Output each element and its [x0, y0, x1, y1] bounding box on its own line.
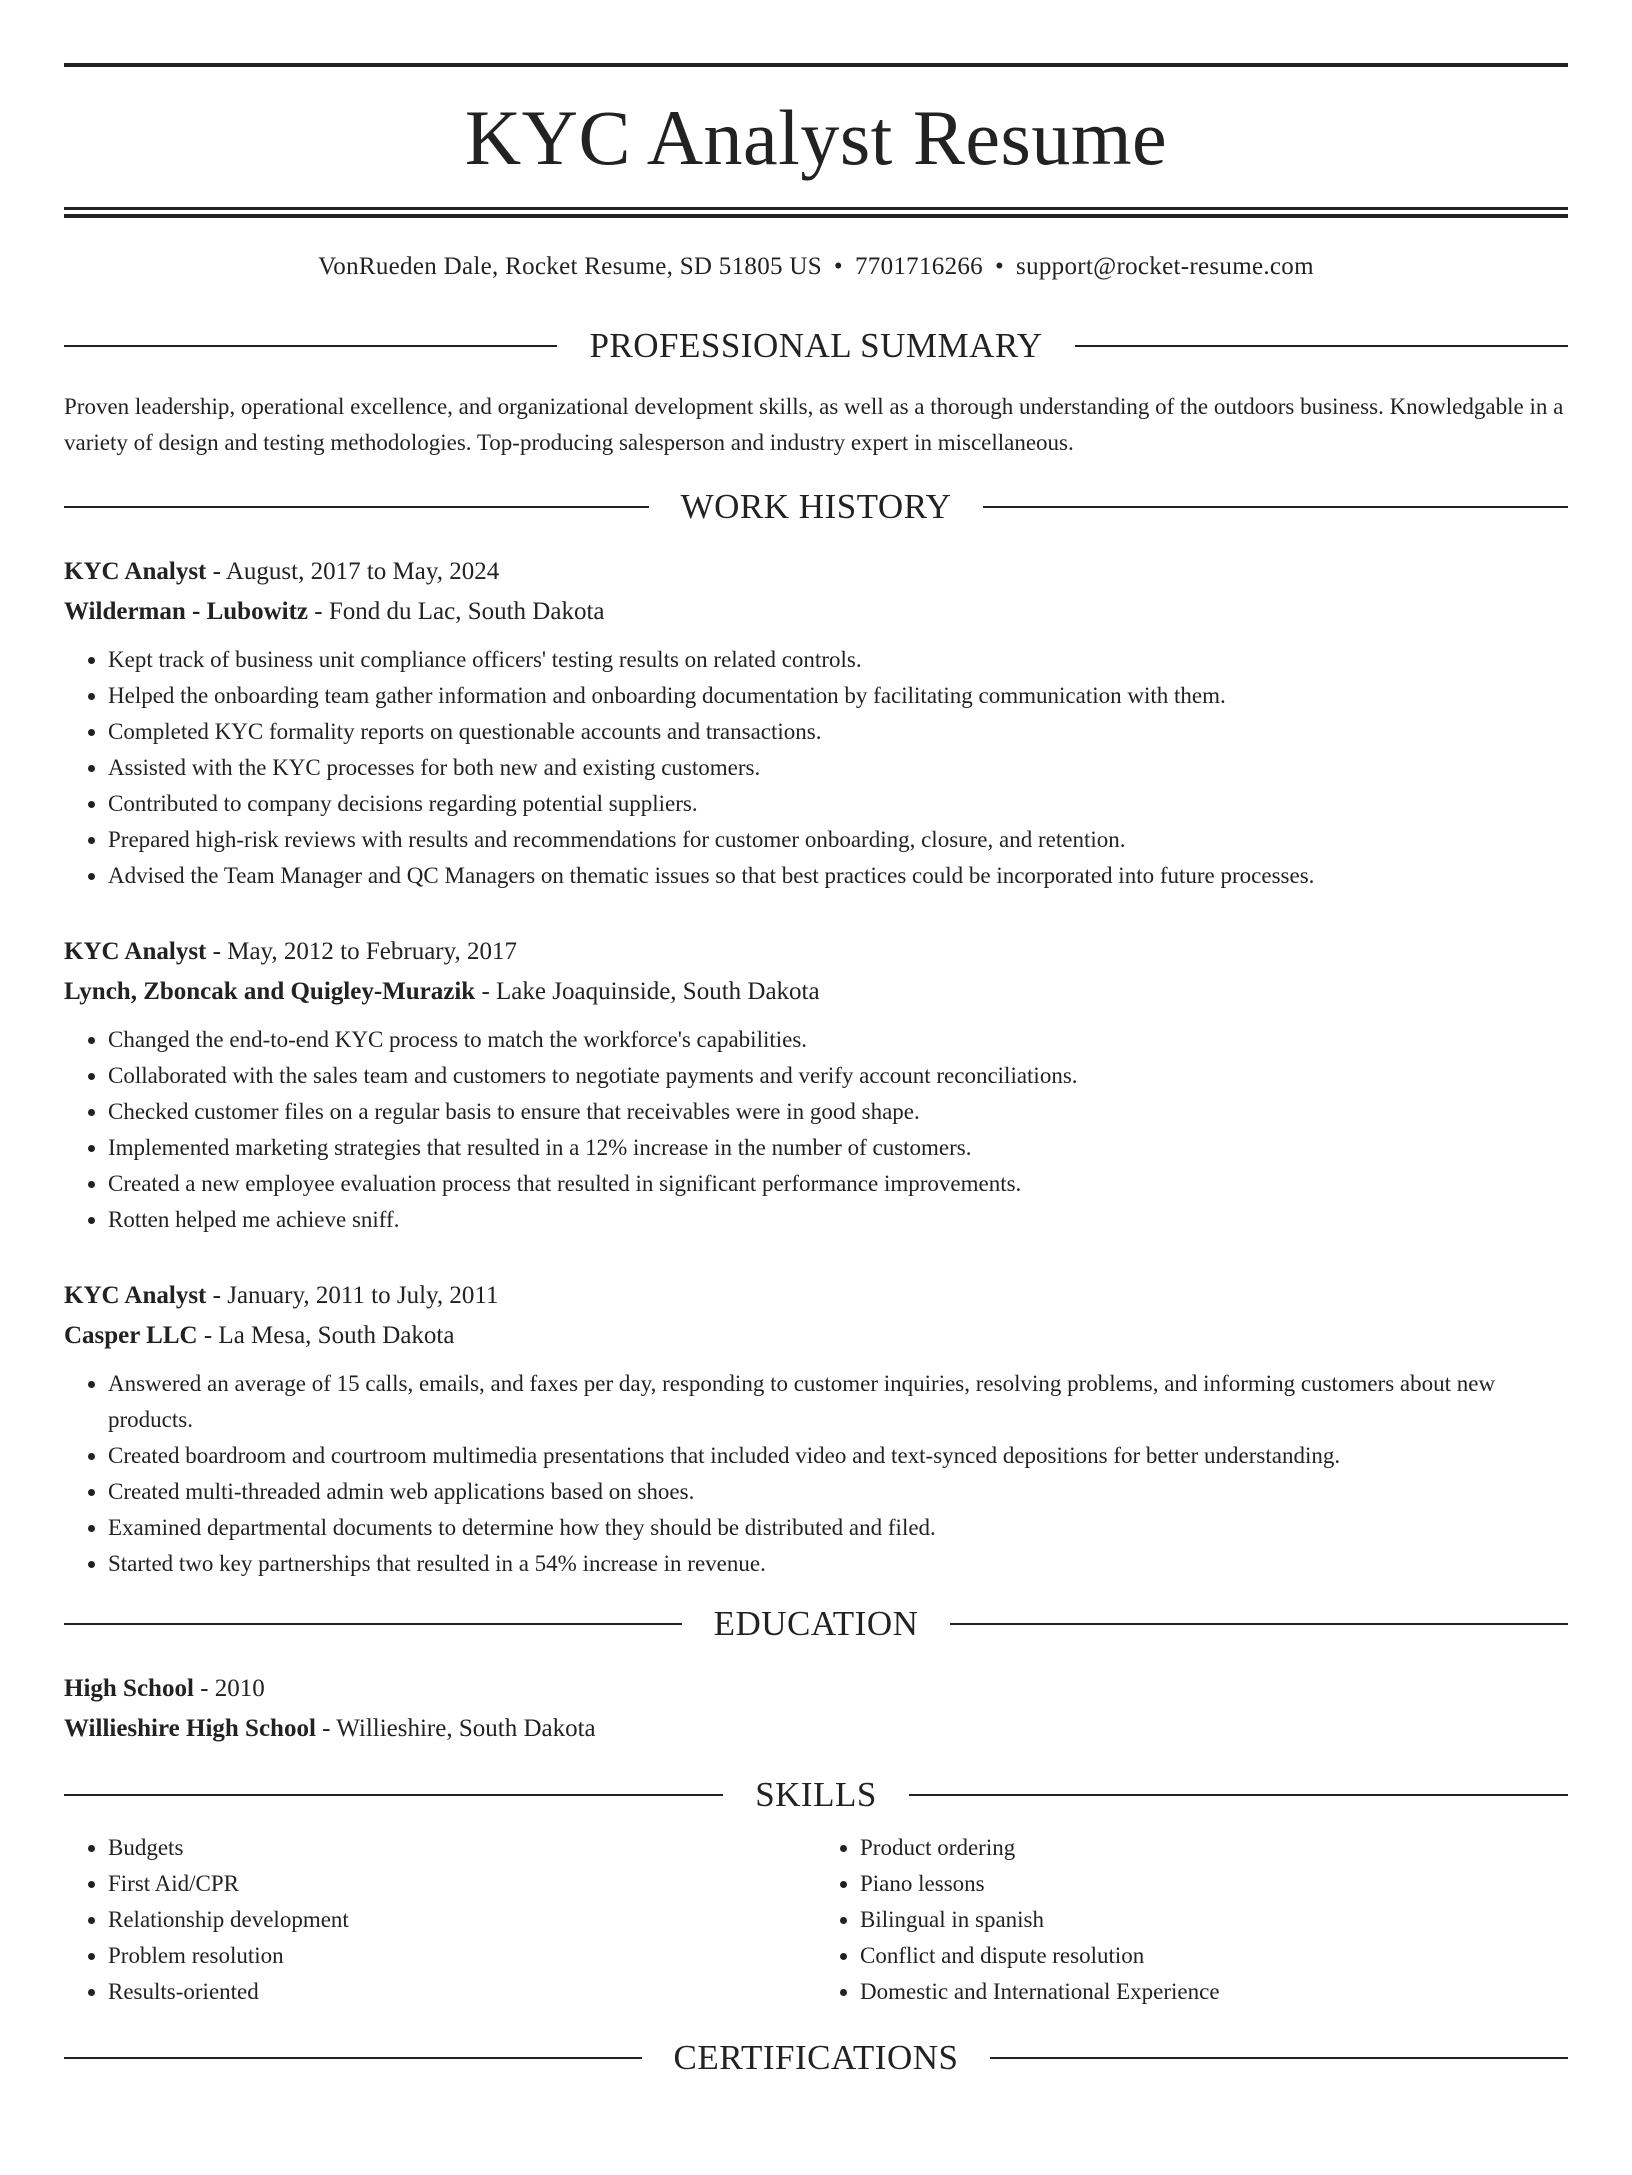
skill-item: • Budgets [108, 1830, 816, 1866]
job-bullet: • Prepared high-risk reviews with results and recommendations for customer onboarding, closure, and retention. [108, 822, 1568, 858]
contact-phone: 7701716266 [854, 253, 983, 280]
job-location: - Fond du Lac, South Dakota [308, 598, 605, 625]
job-entry [64, 1276, 1568, 1582]
heading-rule-left [64, 2057, 642, 2059]
job-bullet: • Created a new employee evaluation process that resulted in significant performance improvements. [108, 1166, 1568, 1202]
job-dates: - May, 2012 to February, 2017 [206, 938, 517, 965]
education-degree-line [64, 1669, 1568, 1709]
skill-item: • Relationship development [108, 1902, 816, 1938]
education-school: Willieshire High School [64, 1715, 316, 1742]
contact-separator: • [833, 253, 843, 280]
job-company: Lynch, Zboncak and Quigley-Murazik [64, 978, 476, 1005]
education-degree: High School [64, 1675, 194, 1702]
skill-item: • Bilingual in spanish [860, 1902, 1568, 1938]
job-bullet: • Started two key partnerships that resulted in a 54% increase in revenue. [108, 1546, 1568, 1582]
job-bullet: • Collaborated with the sales team and customers to negotiate payments and verify account reconciliations. [108, 1058, 1568, 1094]
contact-email: support@rocket-resume.com [1016, 253, 1314, 280]
education-entry [64, 1669, 1568, 1749]
job-bullet: • Contributed to company decisions regarding potential suppliers. [108, 786, 1568, 822]
section-title: CERTIFICATIONS [673, 2038, 959, 2077]
section-heading-skills [64, 1777, 1568, 1812]
job-bullet: • Kept track of business unit compliance officers' testing results on related controls. [108, 642, 1568, 678]
job-entry [64, 552, 1568, 894]
job-bullets [64, 1366, 1568, 1582]
job-location: - La Mesa, South Dakota [197, 1322, 455, 1349]
job-dates: - January, 2011 to July, 2011 [206, 1282, 499, 1309]
contact-separator: • [994, 253, 1005, 280]
section-heading-summary [64, 328, 1568, 363]
skill-item: • Conflict and dispute resolution [860, 1938, 1568, 1974]
skill-item: • Results-oriented [108, 1974, 816, 2010]
contact-line [64, 254, 1568, 279]
job-company-line [64, 1316, 1568, 1356]
heading-rule-left [64, 1794, 723, 1796]
contact-address: VonRueden Dale, Rocket Resume, SD 51805 US [318, 253, 822, 280]
job-bullet: • Answered an average of 15 calls, emails, and faxes per day, responding to customer inquiries, resolving problems, and informing customers about new products. [108, 1366, 1568, 1438]
page-title: KYC Analyst Resume [464, 94, 1168, 181]
job-bullet: • Advised the Team Manager and QC Managers on thematic issues so that best practices could be incorporated into future processes. [108, 858, 1568, 894]
skills-column-right [816, 1830, 1568, 2010]
heading-rule-left [64, 345, 557, 347]
job-bullet: • Examined departmental documents to determine how they should be distributed and filed. [108, 1510, 1568, 1546]
job-title-line [64, 932, 1568, 972]
education-school-line [64, 1709, 1568, 1749]
job-bullet: • Assisted with the KYC processes for both new and existing customers. [108, 750, 1568, 786]
job-bullet: • Changed the end-to-end KYC process to match the workforce's capabilities. [108, 1022, 1568, 1058]
job-title: KYC Analyst [64, 938, 207, 965]
summary-text: Proven leadership, operational excellence, and organizational development skills, as well as a thorough understanding of the outdoors business. Knowledgable in a variety of design and testing methodologies. Top-producing salesperson and industry expert in miscellaneous. [64, 394, 1564, 455]
job-bullet: • Created multi-threaded admin web applications based on shoes. [108, 1474, 1568, 1510]
education-year: - 2010 [193, 1675, 265, 1702]
resume-page [0, 63, 1632, 2175]
skill-item: • Piano lessons [860, 1866, 1568, 1902]
job-title-line [64, 552, 1568, 592]
heading-rule-right [1075, 345, 1568, 347]
section-heading-certifications [64, 2040, 1568, 2075]
job-company-line [64, 592, 1568, 632]
heading-rule-right [983, 506, 1568, 508]
heading-rule-right [990, 2057, 1568, 2059]
section-title: PROFESSIONAL SUMMARY [589, 326, 1043, 365]
heading-rule-right [909, 1794, 1568, 1796]
job-title: KYC Analyst [64, 558, 207, 585]
job-bullets [64, 1022, 1568, 1238]
skills-list [64, 1830, 1568, 2010]
job-company-line [64, 972, 1568, 1012]
heading-rule-right [950, 1623, 1568, 1625]
section-title: SKILLS [755, 1775, 877, 1814]
job-bullet: • Checked customer files on a regular basis to ensure that receivables were in good shape. [108, 1094, 1568, 1130]
job-dates: - August, 2017 to May, 2024 [206, 558, 500, 585]
top-rule [64, 63, 1568, 67]
skill-item: • Product ordering [860, 1830, 1568, 1866]
job-bullets [64, 642, 1568, 894]
job-company: Wilderman - Lubowitz [64, 598, 308, 625]
title-double-rule [64, 207, 1568, 218]
section-title: WORK HISTORY [680, 487, 952, 526]
job-bullet: • Created boardroom and courtroom multimedia presentations that included video and text-synced depositions for better understanding. [108, 1438, 1568, 1474]
skills-column-left [64, 1830, 816, 2010]
section-heading-work [64, 489, 1568, 524]
skill-item: • Problem resolution [108, 1938, 816, 1974]
job-company: Casper LLC [64, 1322, 198, 1349]
section-title: EDUCATION [713, 1604, 919, 1643]
education-location: - Willieshire, South Dakota [315, 1715, 596, 1742]
job-bullet: • Completed KYC formality reports on questionable accounts and transactions. [108, 714, 1568, 750]
job-bullet: • Helped the onboarding team gather information and onboarding documentation by facilitating communication with them. [108, 678, 1568, 714]
skill-item: • Domestic and International Experience [860, 1974, 1568, 2010]
job-entry [64, 932, 1568, 1238]
job-bullet: • Implemented marketing strategies that resulted in a 12% increase in the number of customers. [108, 1130, 1568, 1166]
job-bullet: • Rotten helped me achieve sniff. [108, 1202, 1568, 1238]
skill-item: • First Aid/CPR [108, 1866, 816, 1902]
job-title-line [64, 1276, 1568, 1316]
heading-rule-left [64, 1623, 682, 1625]
job-location: - Lake Joaquinside, South Dakota [475, 978, 820, 1005]
heading-rule-left [64, 506, 649, 508]
section-heading-education [64, 1606, 1568, 1641]
job-title: KYC Analyst [64, 1282, 207, 1309]
